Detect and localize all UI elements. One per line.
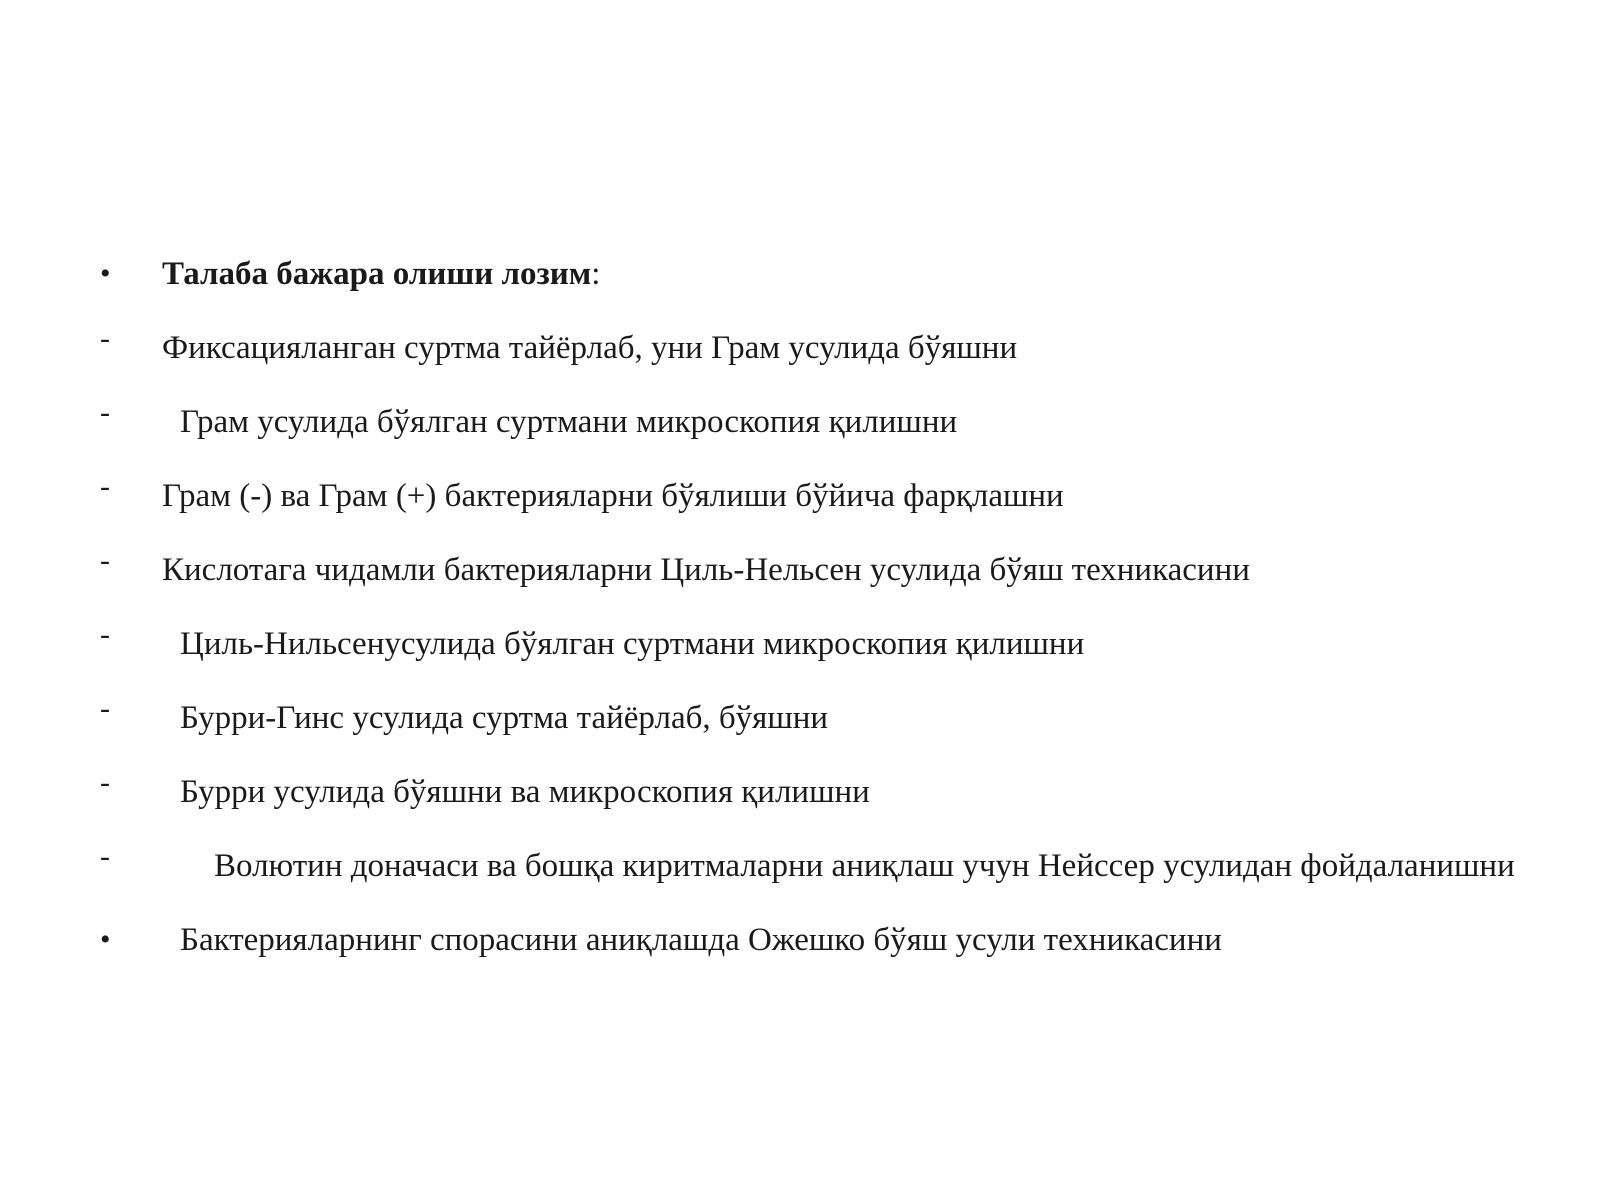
bullet-marker: • — [100, 257, 111, 290]
list-heading-colon: : — [591, 256, 601, 292]
dash-marker: - — [100, 396, 110, 429]
list-item — [100, 544, 1520, 592]
list-item-text: Бурри-Гинс усулида суртма тайёрлаб, бўяшни — [180, 700, 829, 736]
dash-marker: - — [100, 470, 110, 503]
list-item-text: Грам усулида бўялган суртмани микроскопия қилишни — [180, 404, 958, 440]
list-item-text: Кислотага чидамли бактерияларни Циль-Нельсен усулида бўяш техникасини — [162, 552, 1250, 588]
dash-marker: - — [100, 840, 110, 873]
list-item-text: Бактерияларнинг спорасини аниқлашда Ожешко бўяш усули техникасини — [180, 922, 1222, 958]
list-item — [100, 322, 1520, 370]
requirements-list — [100, 252, 1520, 992]
dash-marker: - — [100, 322, 110, 355]
list-item — [100, 766, 1520, 814]
list-item-text: Бурри усулида бўяшни ва микроскопия қилишни — [180, 774, 870, 810]
list-item-text: Циль-Нильсенусулида бўялган суртмани микроскопия қилишни — [180, 626, 1085, 662]
dash-marker: - — [100, 766, 110, 799]
list-item — [100, 840, 1520, 888]
bullet-marker: • — [100, 923, 111, 956]
list-heading: Талаба бажара олиши лозим — [162, 256, 592, 292]
list-item-text: Грам (-) ва Грам (+) бактерияларни бўялиши бўйича фарқлашни — [162, 478, 1064, 514]
list-item — [100, 396, 1520, 444]
list-item — [100, 692, 1520, 740]
dash-marker: - — [100, 618, 110, 651]
list-item — [100, 618, 1520, 666]
dash-marker: - — [100, 692, 110, 725]
list-item — [100, 918, 1520, 962]
dash-marker: - — [100, 544, 110, 577]
list-item-text: Фиксацияланган суртма тайёрлаб, уни Грам усулида бўяшни — [162, 330, 1018, 366]
list-item-heading — [100, 252, 1520, 296]
list-item — [100, 470, 1520, 518]
list-item-text: Волютин доначаси ва бошқа киритмаларни аниқлаш учун Нейссер усулидан фойдаланишни — [214, 848, 1515, 884]
